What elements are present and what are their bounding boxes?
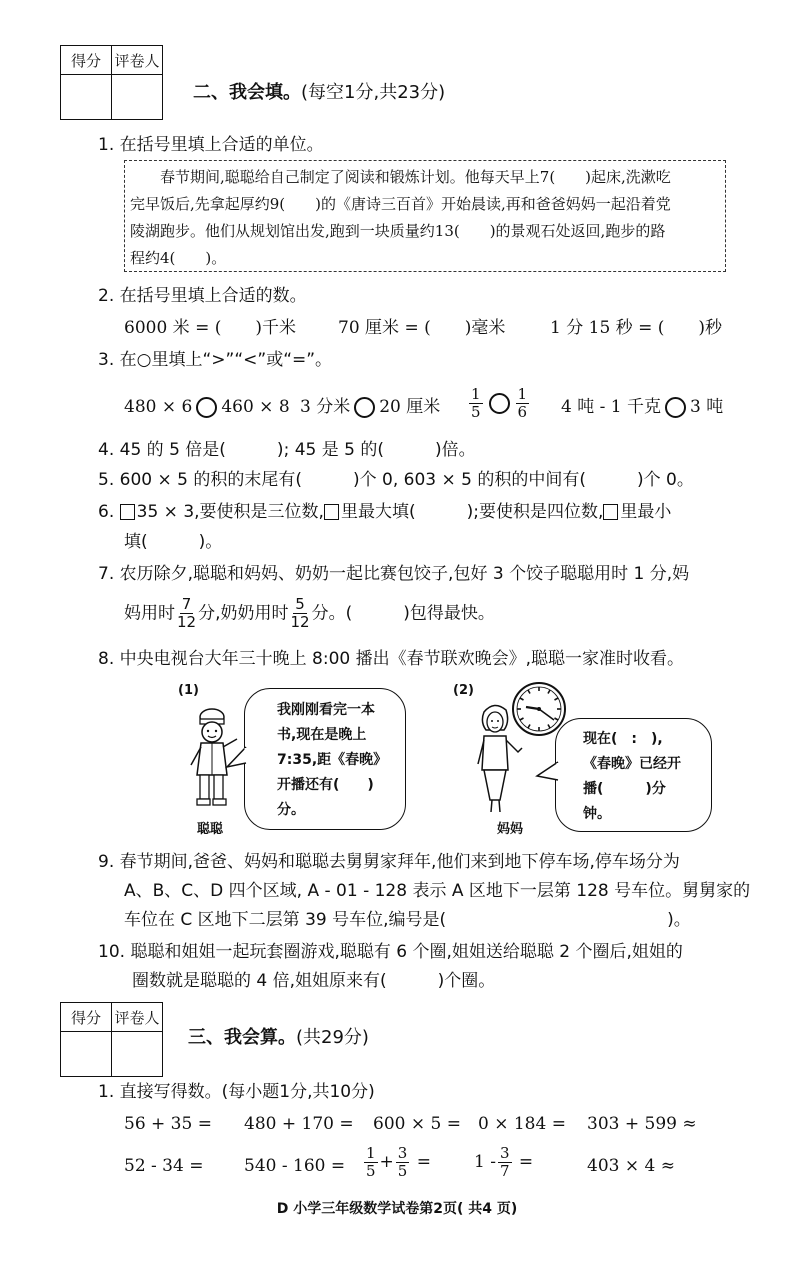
question-text: 直接写得数。(每小题1分,共10分)	[119, 1082, 375, 1102]
fraction-numerator: 1	[471, 385, 481, 403]
question-2-3	[98, 348, 332, 372]
conversion-item-1: 6000 米 = ( )千米	[124, 318, 296, 338]
fraction-numerator: 5	[295, 595, 305, 613]
calc-item: 56 + 35 =	[124, 1114, 212, 1134]
calc-item: 52 - 34 =	[124, 1156, 204, 1176]
fraction-denominator: 7	[499, 1162, 510, 1180]
question-text: 车位在 C 区地下二层第 39 号车位,编号是( )。	[124, 910, 691, 930]
question-number: 10.	[98, 942, 126, 962]
boy-bubble-tail	[225, 745, 247, 775]
fraction-numerator: 7	[181, 595, 192, 613]
bubble-line: 我刚刚看完一本	[277, 702, 375, 718]
question-3-1	[98, 1080, 375, 1104]
score-label: 得分	[61, 1003, 112, 1032]
section3-note: (共29分)	[296, 1027, 369, 1048]
question-text: 妈用时	[124, 603, 175, 624]
question-text: 在括号里填上合适的单位。	[119, 135, 324, 155]
bubble-line: 播( )分	[583, 781, 666, 797]
bubble-line: 现在( : ),	[583, 731, 663, 747]
page-footer: D 小学三年级数学试卷第2页( 共4 页)	[276, 1201, 518, 1217]
blank-box[interactable]	[603, 504, 618, 520]
question-2-4	[98, 438, 476, 462]
score-table-section2	[60, 45, 163, 120]
compare-left: 4 吨 - 1 千克	[561, 397, 661, 417]
question-text: 35 × 3,要使积是三位数,	[136, 502, 324, 522]
question-2-1	[98, 133, 324, 157]
story-text	[130, 164, 671, 272]
question-text: 里最大填( );要使积是四位数,	[340, 502, 604, 522]
compare-c	[467, 386, 531, 421]
story-line: 春节期间,聪聪给自己制定了阅读和锻炼计划。他每天早上7( )起床,洗漱吃	[160, 168, 671, 186]
section3-heading	[188, 1023, 369, 1049]
conversion-item-3: 1 分 15 秒 = ( )秒	[550, 318, 722, 338]
fraction	[364, 1145, 378, 1180]
compare-d	[561, 395, 723, 419]
fraction	[177, 596, 196, 631]
fraction-numerator: 1	[366, 1144, 376, 1162]
conversion-item-2: 70 厘米 = ( )毫米	[338, 318, 506, 338]
boy-name: 聪聪	[197, 822, 224, 837]
calc-item: 0 × 184 =	[478, 1114, 566, 1134]
mom-name: 妈妈	[497, 822, 524, 837]
bubble-line: 钟。	[583, 806, 611, 822]
bubble-line: 开播还有( )	[277, 777, 374, 793]
calc-item: 303 + 599 ≈	[587, 1114, 697, 1134]
part-2-label: (2)	[453, 683, 474, 698]
blank-box[interactable]	[324, 504, 339, 520]
blank-box[interactable]	[120, 504, 135, 520]
boy-bubble-text	[277, 698, 387, 823]
fraction	[396, 1145, 410, 1180]
compare-right: 20 厘米	[379, 397, 441, 417]
section2-heading	[193, 78, 445, 104]
fraction-numerator: 3	[397, 1144, 408, 1162]
question-text: 农历除夕,聪聪和妈妈、奶奶一起比赛包饺子,包好 3 个饺子聪聪用时 1 分,妈	[119, 564, 690, 584]
question-2-7	[98, 562, 689, 586]
fraction-denominator: 12	[177, 613, 197, 631]
question-text: 在○里填上“>”“<”或“=”。	[119, 350, 333, 370]
question-number: 1.	[98, 135, 115, 155]
compare-circle[interactable]	[665, 397, 686, 418]
section2-title: 二、我会填。	[193, 82, 301, 103]
compare-left: 480 × 6	[124, 397, 193, 417]
mom-illustration	[470, 700, 526, 818]
calc-item: 403 × 4 ≈	[587, 1156, 675, 1176]
score-cell[interactable]	[61, 75, 112, 120]
question-text: 在括号里填上合适的数。	[119, 286, 307, 306]
section2-note: (每空1分,共23分)	[301, 82, 446, 103]
question-number: 9.	[98, 852, 115, 872]
compare-b	[300, 395, 440, 419]
question-text: 45 的 5 倍是( ); 45 是 5 的( )倍。	[119, 440, 476, 460]
score-table-section3	[60, 1002, 163, 1077]
calc-item: 600 × 5 =	[373, 1114, 461, 1134]
operator: 1 -	[474, 1152, 496, 1172]
question-text: A、B、C、D 四个区域, A - 01 - 128 表示 A 区地下一层第 128 号车位。舅舅家的	[124, 881, 751, 901]
compare-circle[interactable]	[354, 397, 375, 418]
grader-cell[interactable]	[112, 1032, 163, 1077]
question-text: 聪聪和姐姐一起玩套圈游戏,聪聪有 6 个圈,姐姐送给聪聪 2 个圈后,姐姐的	[130, 942, 683, 962]
mom-bubble-tail	[535, 760, 559, 790]
grader-label: 评卷人	[112, 1003, 163, 1032]
compare-circle[interactable]	[489, 393, 510, 414]
story-line: 完早饭后,先拿起厚约9( )的《唐诗三百首》开始晨读,再和爸爸妈妈一起沿着党	[130, 195, 671, 213]
question-text: 圈数就是聪聪的 4 倍,姐姐原来有( )个圈。	[132, 971, 496, 991]
story-line: 陵湖跑步。他们从规划馆出发,跑到一块质量约13( )的景观石处返回,跑步的路	[130, 222, 666, 240]
question-2-10	[98, 938, 683, 996]
question-number: 5.	[98, 470, 115, 490]
fraction-numerator: 3	[499, 1144, 510, 1162]
question-2-9	[98, 848, 750, 935]
fraction-denominator: 12	[290, 613, 310, 631]
compare-right: 460 × 8	[221, 397, 290, 417]
question-text: 分,奶奶用时	[198, 603, 289, 624]
question-text: 分。( )包得最快。	[311, 603, 495, 624]
operator: =	[416, 1152, 431, 1172]
question-number: 4.	[98, 440, 115, 460]
fraction-numerator: 1	[517, 385, 528, 403]
grader-cell[interactable]	[112, 75, 163, 120]
question-text: 中央电视台大年三十晚上 8:00 播出《春节联欢晚会》,聪聪一家准时收看。	[119, 649, 685, 669]
compare-circle[interactable]	[196, 397, 217, 418]
question-text: 600 × 5 的积的末尾有( )个 0, 603 × 5 的积的中间有( )个 0。	[119, 470, 694, 490]
question-2-2	[98, 284, 307, 308]
operator: =	[518, 1152, 534, 1172]
compare-a	[124, 395, 290, 419]
score-label: 得分	[61, 46, 112, 75]
section3-title: 三、我会算。	[188, 1027, 296, 1048]
fraction-denominator: 5	[397, 1162, 408, 1180]
calc-item	[362, 1145, 431, 1180]
bubble-line: 7:35,距《春晚》	[277, 752, 388, 768]
question-2-8	[98, 647, 684, 671]
calc-item	[474, 1145, 533, 1180]
fraction-denominator: 5	[471, 403, 481, 421]
question-number: 2.	[98, 286, 115, 306]
part-1-label: (1)	[178, 683, 199, 698]
question-2-6-line2: 填( )。	[124, 532, 223, 552]
fraction	[516, 386, 530, 421]
operator: +	[379, 1152, 394, 1172]
calc-item: 540 - 160 =	[244, 1156, 346, 1176]
bubble-line: 分。	[277, 802, 305, 818]
bubble-line: 《春晚》已经开	[583, 756, 681, 772]
fraction-denominator: 5	[366, 1162, 376, 1180]
question-number: 1.	[98, 1082, 115, 1102]
question-number: 6.	[98, 502, 115, 522]
question-number: 7.	[98, 564, 115, 584]
fraction	[498, 1145, 512, 1180]
question-number: 8.	[98, 649, 115, 669]
compare-left: 3 分米	[300, 397, 351, 417]
question-text: 春节期间,爸爸、妈妈和聪聪去舅舅家拜年,他们来到地下停车场,停车场分为	[119, 852, 680, 872]
question-number: 3.	[98, 350, 115, 370]
score-cell[interactable]	[61, 1032, 112, 1077]
compare-right: 3 吨	[690, 397, 724, 417]
mom-bubble-text	[583, 727, 681, 827]
fraction-denominator: 6	[517, 403, 528, 421]
grader-label: 评卷人	[112, 46, 163, 75]
question-2-6	[98, 500, 671, 524]
bubble-line: 书,现在是晚上	[277, 727, 367, 743]
story-line: 程约4( )。	[130, 249, 227, 267]
question-2-7-line2	[124, 596, 495, 631]
calc-item: 480 + 170 =	[244, 1114, 354, 1134]
question-2-5	[98, 468, 694, 492]
question-text: 里最小	[620, 502, 672, 522]
fraction	[469, 386, 483, 421]
fraction	[291, 596, 310, 631]
